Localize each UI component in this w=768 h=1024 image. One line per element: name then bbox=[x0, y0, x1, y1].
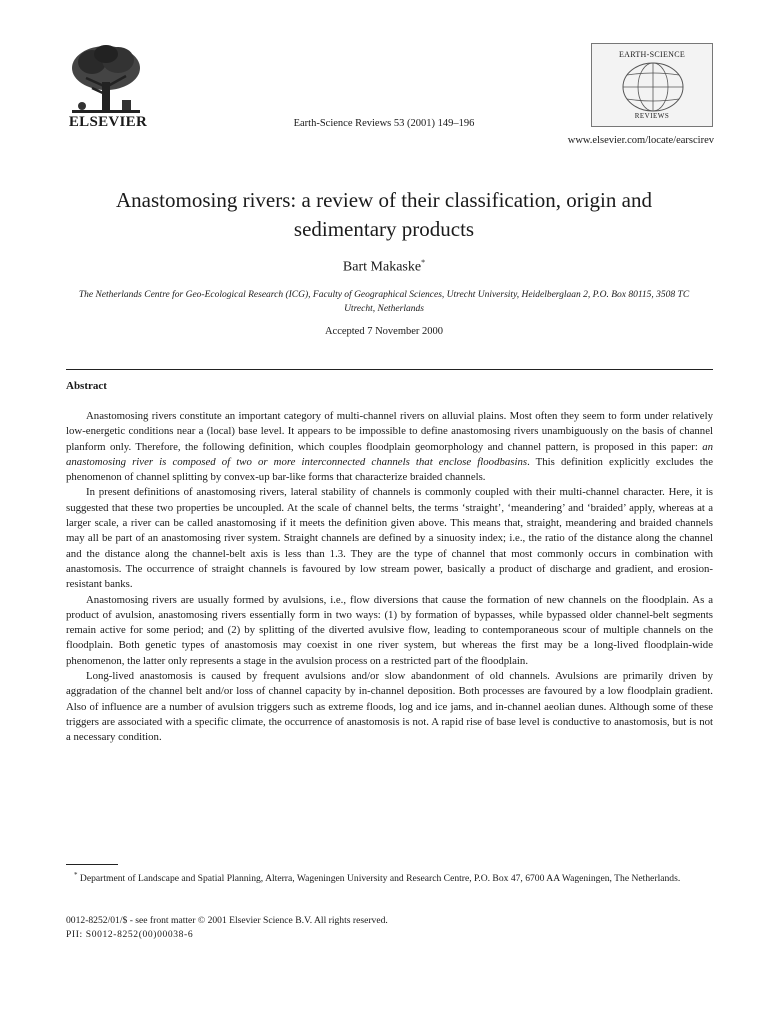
abstract-paragraph: Anastomosing rivers are usually formed by avulsions, i.e., flow diversions that cause the formation of new channels on the floodplain. As a product of avulsion, anastomosing rivers essentially form in two ways: (1) by formation of bypasses, while bypassed older channel-belt segments remain active for some period; and (2) by splitting of the diverted avulsive flow, leading to contemporaneous scour of multiple channels on the floodplain. Both genetic types of anastomosis may coexist in one river system, but whereas the first may be a long-lived floodplain-wide phenomenon, the latter only represents a stage in the avulsion process on a restricted part of the floodplain. bbox=[66, 593, 713, 667]
journal-logo-subtitle: REVIEWS bbox=[634, 112, 670, 120]
pii-identifier: PII: S0012-8252(00)00038-6 bbox=[66, 929, 194, 940]
author-line bbox=[0, 258, 768, 276]
abstract-paragraph: In present definitions of anastomosing rivers, lateral stability of channels is commonly coupled with their multi-channel character. Here, it is suggested that these two properties be uncoupled. At the scale of channel belts, the terms ‘straight’, ‘meandering’ and ‘braided’ apply, whereas at a larger scale, a river can be called anastomosing if it meets the definition given above. This means that, straight, meandering and braided channels may all be part of an anastomosing river system. Straight channels are defined by a sinuosity index; i.e., the ratio of the distance along the channel and the distance along the channel-belt axis is less than 1.3. They are the type of channel that most commonly occurs in combination with anastomosis. The occurrence of straight channels is favoured by low stream power, basically a product of discharge and gradient, and erosion-resistant banks. bbox=[66, 486, 713, 591]
globe-icon bbox=[620, 60, 686, 114]
journal-cover-logo bbox=[591, 43, 713, 127]
journal-url-link[interactable]: www.elsevier.com/locate/earscirev bbox=[567, 135, 714, 146]
publisher-name: ELSEVIER bbox=[68, 114, 148, 130]
abstract-paragraph: Long-lived anastomosis is caused by frequent avulsions and/or slow abandonment of old channels. Avulsions are primarily driven by aggradation of the channel belt and/or loss of channel capacity by in-channel deposition. Both processes are favoured by a low floodplain gradient. Also of influence are a number of avulsion triggers such as extreme floods, log and ice jams, and in-channel aeolian dunes. Although some of these triggers are associated with a specific climate, the occurrence of anastomosis is not. A rapid rise of base level is conductive to anastomosis, but is not a necessary condition. bbox=[66, 670, 713, 744]
abstract-heading: Abstract bbox=[66, 380, 107, 392]
footnote-mark: * bbox=[74, 871, 78, 879]
author-affiliation: The Netherlands Centre for Geo-Ecological Research (ICG), Faculty of Geographical Sciences, Utrecht University, Heidelberglaan 2, P.O. Box 80115, 3508 TC Utrecht, Netherlands bbox=[78, 290, 690, 314]
author-name: Bart Makaske bbox=[342, 259, 422, 275]
paper-title: Anastomosing rivers: a review of their classification, origin and sedimentary products bbox=[116, 188, 652, 241]
definition-emphasis: an anastomosing river is composed of two or more interconnected channels that enclose floodbasins bbox=[66, 440, 713, 468]
author-footnote bbox=[66, 868, 713, 886]
abstract-body bbox=[66, 409, 713, 746]
tree-icon bbox=[66, 42, 146, 118]
copyright-line: 0012-8252/01/$ - see front matter © 2001 Elsevier Science B.V. All rights reserved. bbox=[66, 915, 388, 926]
accepted-date: Accepted 7 November 2000 bbox=[324, 326, 444, 337]
abstract-paragraph: Anastomosing rivers constitute an important category of multi-channel rivers on alluvial plains. Most often they seem to form under relatively low-energetic conditions near a (local) base level. It appears to be impossible to define anastomosing rivers unambiguously on the basis of channel planform only. Therefore, the following definition, which couples floodplain geomorphology and channel pattern, is proposed in this paper: an anastomosing river is composed of two or more interconnected channels that enclose floodbasins. This definition explicitly excludes the phenomenon of channel splitting by convex-up bar-like forms that characterize braided channels. bbox=[66, 410, 713, 484]
journal-logo-title: EARTH-SCIENCE bbox=[618, 50, 686, 59]
footnote-divider bbox=[66, 864, 118, 865]
footnote-text: Department of Landscape and Spatial Planning, Alterra, Wageningen University and Research Centre, P.O. Box 47, 6700 AA Wageningen, The Netherlands. bbox=[79, 873, 681, 885]
author-footnote-mark[interactable]: * bbox=[421, 258, 426, 267]
header-divider bbox=[66, 369, 713, 370]
journal-citation: Earth-Science Reviews 53 (2001) 149–196 bbox=[293, 118, 475, 129]
